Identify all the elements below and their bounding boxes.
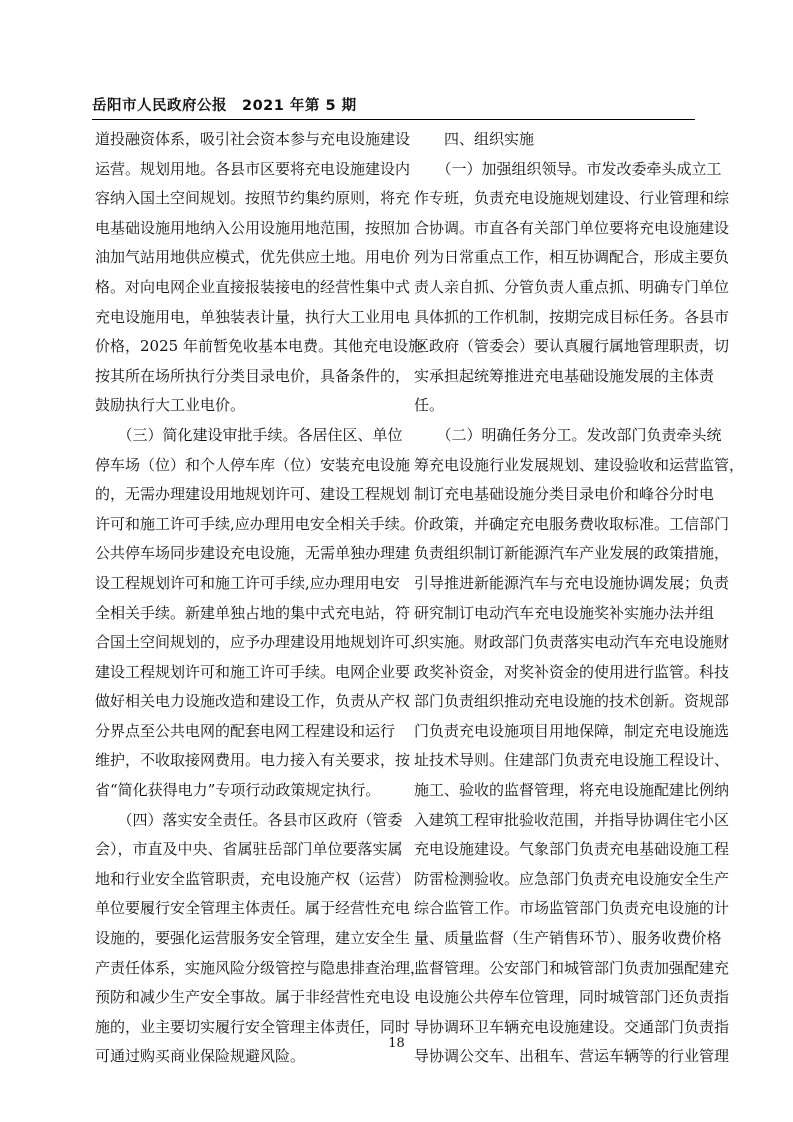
text-line: 运营。规划用地。各县市区要将充电设施建设内 xyxy=(95,159,411,178)
text-line: 电设施公共停车位管理，同时城管部门还负责指 xyxy=(414,988,730,1007)
text-line: 址技术导则。住建部门负责充电设施工程设计、 xyxy=(414,751,730,770)
text-line: 预防和减少生产安全事故。属于非经营性充电设 xyxy=(95,988,411,1007)
text-line: 公共停车场同步建设充电设施，无需单独办理建 xyxy=(95,544,411,563)
text-line: 筹充电设施行业发展规划、建设验收和运营监管， xyxy=(414,455,745,474)
text-line: 施的，业主要切实履行安全管理主体责任，同时 xyxy=(95,1017,411,1036)
text-line: 门负责充电设施项目用地保障，制定充电设施选 xyxy=(414,721,730,740)
text-line: 许可和施工许可手续,应办理用电安全相关手续。 xyxy=(95,514,415,533)
text-line: 设施的，要强化运营服务安全管理，建立安全生 xyxy=(95,929,411,948)
text-line: 停车场（位）和个人停车库（位）安装充电设施 xyxy=(95,455,411,474)
text-line: 织实施。财政部门负责落实电动汽车充电设施财 xyxy=(414,633,730,652)
page-header xyxy=(92,96,695,116)
text-line: 价格，2025 年前暂免收基本电费。其他充电设施 xyxy=(95,337,423,356)
text-line: 可通过购买商业保险规避风险。 xyxy=(95,1047,306,1066)
text-line: 格。对向电网企业直接报装接电的经营性集中式 xyxy=(95,277,411,296)
text-line: 引导推进新能源汽车与充电设施协调发展；负责 xyxy=(414,573,730,592)
text-line: 制订充电基础设施分类目录电价和峰谷分时电 xyxy=(414,485,715,504)
text-line: 地和行业安全监管职责，充电设施产权（运营） xyxy=(95,869,411,888)
text-line: 全相关手续。新建单独占地的集中式充电站，符 xyxy=(95,603,411,622)
text-line: 按其所在场所执行分类目录电价，具备条件的， xyxy=(95,366,411,385)
text-line: 负责组织制订新能源汽车产业发展的政策措施， xyxy=(414,544,730,563)
text-line: （一）加强组织领导。市发改委牵头成立工 xyxy=(414,159,722,178)
text-line: 列为日常重点工作，相互协调配合，形成主要负 xyxy=(414,248,730,267)
text-line: （三）简化建设审批手续。各居住区、单位 xyxy=(95,425,403,444)
header-divider xyxy=(92,119,695,120)
text-line: 设工程规划许可和施工许可手续,应办理用电安 xyxy=(95,573,400,592)
text-line: 导协调公交车、出租车、营运车辆等的行业管理 xyxy=(414,1047,730,1066)
text-line: 区政府（管委会）要认真履行属地管理职责，切 xyxy=(414,337,730,356)
text-line: 合协调。市直各有关部门单位要将充电设施建设 xyxy=(414,218,730,237)
text-line: 四、组织实施 xyxy=(414,130,535,148)
text-line: 监督管理。公安部门和城管部门负责加强配建充 xyxy=(414,958,730,977)
text-line: （二）明确任务分工。发改部门负责牵头统 xyxy=(414,425,722,444)
right-column xyxy=(414,125,745,1072)
text-line: 具体抓的工作机制，按期完成目标任务。各县市 xyxy=(414,307,730,326)
text-line: 容纳入国土空间规划。按照节约集约原则，将充 xyxy=(95,189,411,208)
text-line: 会），市直及中央、省属驻岳部门单位要落实属 xyxy=(95,840,403,859)
text-line: 综合监管工作。市场监管部门负责充电设施的计 xyxy=(414,899,730,918)
text-line: 价政策，并确定充电服务费收取标准。工信部门 xyxy=(414,514,730,533)
text-line: 省“简化获得电力”专项行动政策规定执行。 xyxy=(95,781,381,800)
text-line: 电基础设施用地纳入公用设施用地范围，按照加 xyxy=(95,218,411,237)
text-line: 产责任体系，实施风险分级管控与隐患排查治理， xyxy=(95,958,426,977)
text-line: 单位要履行安全管理主体责任。属于经营性充电 xyxy=(95,899,411,918)
publication-title: 岳阳市人民政府公报 2021 年第 5 期 xyxy=(92,98,357,114)
text-line: 鼓励执行大工业电价。 xyxy=(95,396,246,415)
text-line: 导协调环卫车辆充电设施建设。交通部门负责指 xyxy=(414,1017,730,1036)
text-line: 维护，不收取接网费用。电力接入有关要求，按 xyxy=(95,751,411,770)
text-line: 政奖补资金，对奖补资金的使用进行监管。科技 xyxy=(414,662,730,681)
text-line: 施工、验收的监督管理，将充电设施配建比例纳 xyxy=(414,781,730,800)
text-line: 研究制订电动汽车充电设施奖补实施办法并组 xyxy=(414,603,715,622)
text-line: 责人亲自抓、分管负责人重点抓、明确专门单位 xyxy=(414,277,730,296)
text-line: 防雷检测验收。应急部门负责充电设施安全生产 xyxy=(414,869,730,888)
text-line: 实承担起统筹推进充电基础设施发展的主体责 xyxy=(414,366,715,385)
text-line: 油加气站用地供应模式，优先供应土地。用电价 xyxy=(95,248,411,267)
text-line: 任。 xyxy=(414,396,445,415)
text-line: 作专班，负责充电设施规划建设、行业管理和综 xyxy=(414,189,730,208)
text-line: 充电设施建设。气象部门负责充电基础设施工程 xyxy=(414,840,730,859)
text-line: 入建筑工程审批验收范围，并指导协调住宅小区 xyxy=(414,810,730,829)
text-line: 充电设施用电，单独装表计量，执行大工业用电 xyxy=(95,307,411,326)
text-line: 分界点至公共电网的配套电网工程建设和运行 xyxy=(95,721,396,740)
text-line: 建设工程规划许可和施工许可手续。电网企业要 xyxy=(95,662,411,681)
text-line: 合国土空间规划的，应予办理建设用地规划许可、 xyxy=(95,633,426,652)
text-line: 量、质量监督（生产销售环节）、服务收费价格 xyxy=(414,929,722,948)
text-line: 的，无需办理建设用地规划许可、建设工程规划 xyxy=(95,485,411,504)
text-line: （四）落实安全责任。各县市区政府（管委 xyxy=(95,810,403,829)
page-number: 18 xyxy=(388,1036,405,1051)
text-line: 部门负责组织推动充电设施的技术创新。资规部 xyxy=(414,692,730,711)
text-line: 做好相关电力设施改造和建设工作，负责从产权 xyxy=(95,692,411,711)
text-line: 道投融资体系，吸引社会资本参与充电设施建设 xyxy=(95,130,411,148)
